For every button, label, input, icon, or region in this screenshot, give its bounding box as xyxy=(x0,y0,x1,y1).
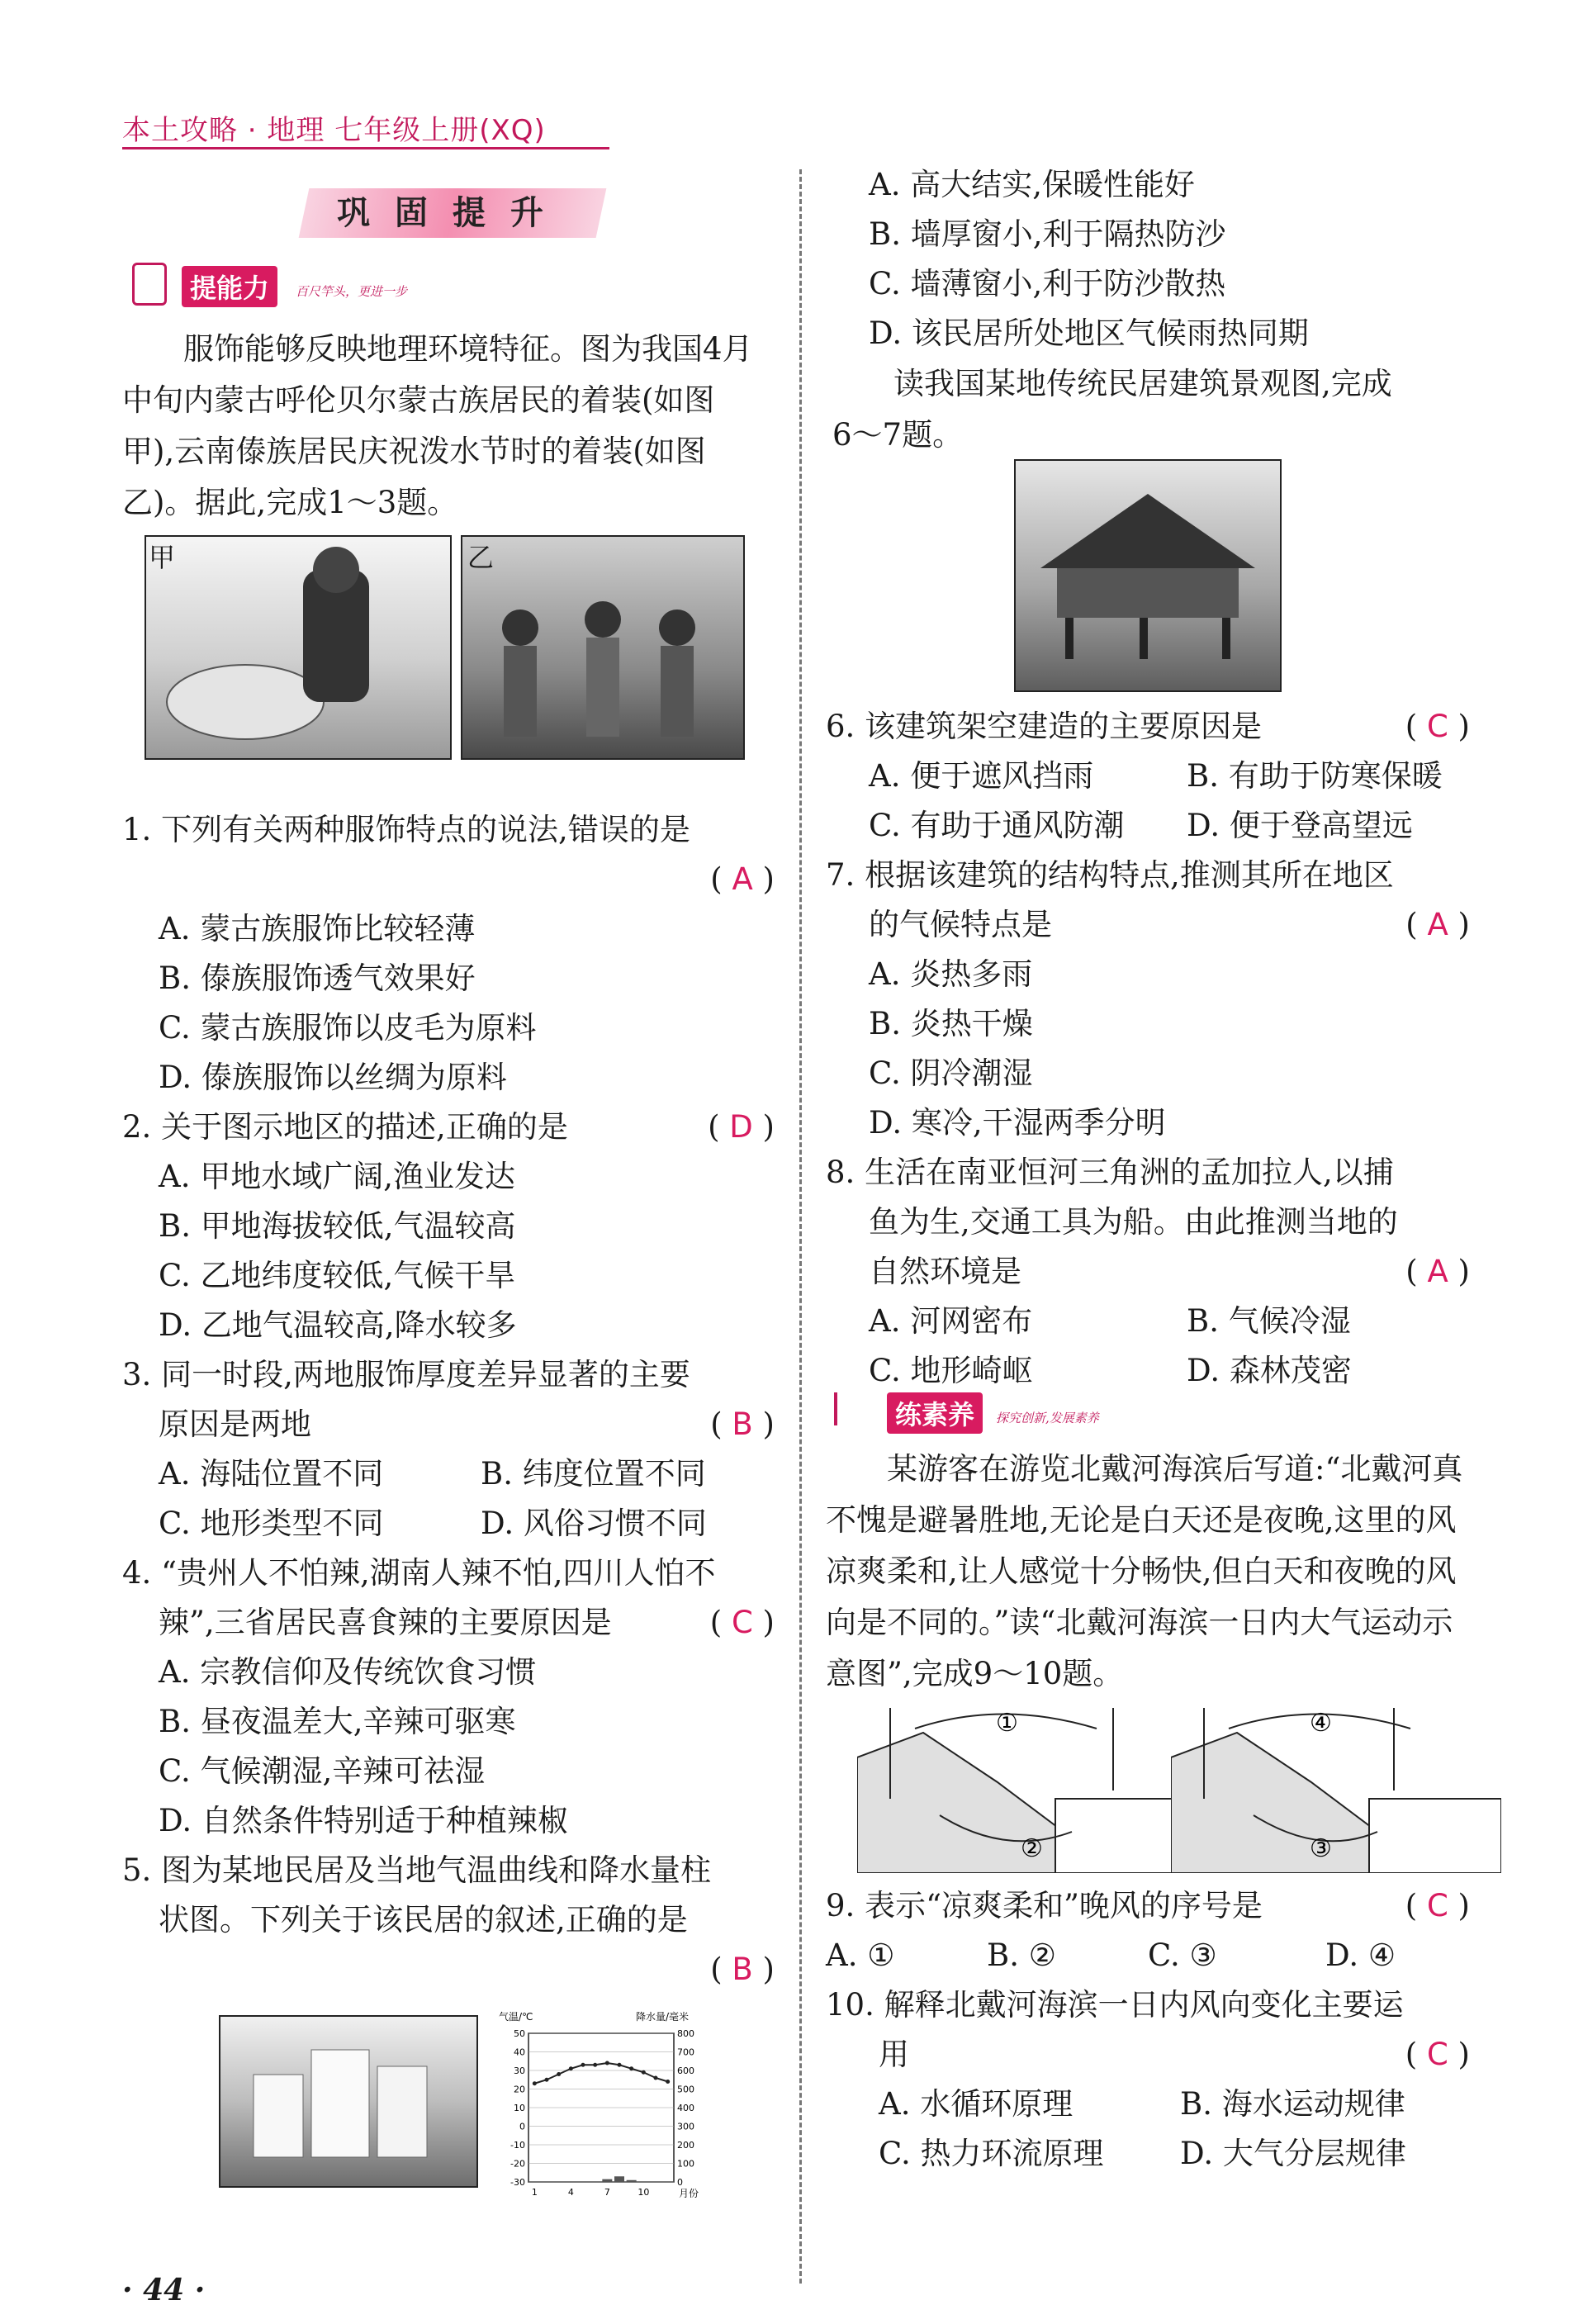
right-column-bottom xyxy=(826,1881,1470,2179)
chart-right-axis-label: 降水量/毫米 xyxy=(636,2011,690,2023)
label-yi: 乙 xyxy=(467,542,495,573)
question-4-option: B. 昼夜温差大,辛辣可驱寒 xyxy=(159,1704,516,1739)
photo-desert-dwelling xyxy=(219,2015,478,2188)
question-5-option: D. 该民居所处地区气候雨热同期 xyxy=(869,315,1309,351)
banner-title: 巩固提升 xyxy=(337,193,568,232)
temperature-point xyxy=(629,2066,633,2070)
question-10-option: D. 大气分层规律 xyxy=(1180,2136,1406,2171)
question-8-options-row xyxy=(826,1346,1470,1396)
question-block-1 xyxy=(122,805,775,1994)
question-9-option: C. ③ xyxy=(1148,1937,1217,1973)
question-3-option: C. 地形类型不同 xyxy=(159,1506,384,1541)
question-4-answer: C xyxy=(731,1605,753,1640)
chart-right-tick-label: 200 xyxy=(677,2140,694,2151)
question-5-stem-cont: 状图。下列关于该民居的叙述,正确的是 xyxy=(159,1902,688,1937)
question-8-option: D. 森林茂密 xyxy=(1187,1353,1352,1388)
question-4-option: C. 气候潮湿,辛辣可祛湿 xyxy=(159,1753,486,1789)
question-2-stem: 2. 关于图示地区的描述,正确的是 xyxy=(122,1109,568,1145)
running-header: 本土攻略 · 地理 七年级上册(XQ) xyxy=(122,114,546,147)
question-2-option: D. 乙地气温较高,降水较多 xyxy=(159,1307,517,1343)
question-6-stem: 6. 该建筑架空建造的主要原因是 xyxy=(826,709,1263,744)
question-8-answer-line: ( A ) xyxy=(1405,1254,1470,1289)
chart-right-tick-label: 0 xyxy=(677,2177,683,2188)
question-9-option: A. ① xyxy=(826,1937,895,1973)
question-10-option: B. 海水运动规律 xyxy=(1180,2086,1405,2122)
question-4-stem-line2 xyxy=(122,1598,775,1648)
temperature-point xyxy=(666,2080,670,2084)
question-7-option: B. 炎热干燥 xyxy=(869,1006,1033,1041)
question-10-options-row xyxy=(826,2080,1470,2129)
question-7-option: D. 寒冷,干湿两季分明 xyxy=(869,1105,1166,1141)
chart-left-tick-label: -20 xyxy=(510,2158,525,2170)
chart-right-tick-label: 800 xyxy=(677,2028,694,2039)
question-1-option: D. 傣族服饰以丝绸为原料 xyxy=(159,1060,507,1095)
question-3-option: B. 纬度位置不同 xyxy=(481,1456,706,1492)
temperature-point xyxy=(654,2076,658,2080)
temperature-point xyxy=(557,2072,561,2076)
question-10-answer-line: ( C ) xyxy=(1405,2037,1470,2072)
question-9-options-row xyxy=(826,1931,1470,1980)
question-10-answer: C xyxy=(1426,2037,1448,2072)
section-title-literacy: 练素养 xyxy=(887,1392,983,1434)
question-1-answer: A xyxy=(732,861,753,897)
chart-left-tick-label: -10 xyxy=(510,2140,525,2151)
sea-breeze-diagram-night xyxy=(1171,1700,1501,1873)
question-8-stem: 8. 生活在南亚恒河三角洲的孟加拉人,以捕 xyxy=(826,1155,1394,1190)
intro-paragraph-2-cont: 6～7题。 xyxy=(832,417,964,453)
intro-paragraph-2: 读我国某地传统民居建筑景观图,完成 xyxy=(893,366,1392,401)
question-10-option: A. 水循环原理 xyxy=(879,2086,1074,2122)
question-9-stem-line xyxy=(826,1881,1470,1931)
precipitation-bar xyxy=(602,2179,612,2182)
question-3-stem-cont: 原因是两地 xyxy=(159,1406,311,1442)
climate-chart xyxy=(495,2009,710,2207)
question-5-answer-line: ( B ) xyxy=(710,1952,775,1987)
question-1-option: A. 蒙古族服饰比较轻薄 xyxy=(159,911,476,946)
question-7-stem-cont: 的气候特点是 xyxy=(869,907,1052,942)
question-6-options-row xyxy=(826,752,1470,801)
question-2-stem-line xyxy=(122,1103,775,1152)
temperature-point xyxy=(581,2063,585,2067)
question-3-options-row xyxy=(122,1449,775,1499)
question-2-answer-line: ( D ) xyxy=(708,1109,775,1145)
question-3-answer: B xyxy=(732,1406,753,1442)
chart-x-tick-label: 1 xyxy=(531,2187,538,2198)
question-9-option: B. ② xyxy=(987,1937,1056,1973)
question-1-option: B. 傣族服饰透气效果好 xyxy=(159,960,476,996)
question-6-option: C. 有助于通风防潮 xyxy=(869,808,1125,843)
question-3-stem-line2 xyxy=(122,1400,775,1449)
question-2-option: A. 甲地水域广阔,渔业发达 xyxy=(159,1159,516,1194)
chart-left-tick-label: 0 xyxy=(519,2121,525,2132)
page-number: · 44 · xyxy=(122,2273,206,2307)
question-10-stem-line2 xyxy=(826,2030,1470,2080)
chart-x-tick-label: 7 xyxy=(604,2187,610,2198)
question-4-option: D. 自然条件特别适于种植辣椒 xyxy=(159,1803,568,1838)
right-column-top xyxy=(832,160,1485,461)
question-9-option: D. ④ xyxy=(1325,1937,1396,1973)
question-10-options-row xyxy=(826,2129,1470,2179)
question-7-answer-line: ( A ) xyxy=(1405,907,1470,942)
question-8-stem-line3 xyxy=(826,1247,1470,1297)
label-jia: 甲 xyxy=(149,542,176,573)
question-3-option: A. 海陆位置不同 xyxy=(159,1456,384,1492)
question-8-options-row xyxy=(826,1297,1470,1346)
question-5-option: A. 高大结实,保暖性能好 xyxy=(869,167,1196,202)
stilt-house-sketch xyxy=(1016,461,1280,690)
chart-x-tick-label: 10 xyxy=(637,2187,650,2198)
question-8-stem-end: 自然环境是 xyxy=(869,1254,1021,1289)
question-8-option: A. 河网密布 xyxy=(869,1303,1033,1339)
question-3-option: D. 风俗习惯不同 xyxy=(481,1506,707,1541)
question-7-stem: 7. 根据该建筑的结构特点,推测其所在地区 xyxy=(826,857,1394,893)
question-8-option: C. 地形崎岖 xyxy=(869,1353,1033,1388)
right-column-questions xyxy=(826,702,1470,1396)
question-7-answer: A xyxy=(1427,907,1448,942)
question-4-answer-line: ( C ) xyxy=(709,1605,775,1640)
arrow-label-4: ④ xyxy=(1310,1709,1332,1738)
question-6-answer-line: ( C ) xyxy=(1405,709,1470,744)
question-9-answer-line: ( C ) xyxy=(1405,1888,1470,1923)
question-3-stem: 3. 同一时段,两地服饰厚度差异显著的主要 xyxy=(122,1357,690,1392)
question-2-option: C. 乙地纬度较低,气候干旱 xyxy=(159,1258,516,1293)
intro-paragraph-3: 某游客在游览北戴河海滨后写道:“北戴河真不愧是避暑胜地,无论是白天还是夜晚,这里的风凉爽柔和,让人感觉十分畅快,但白天和夜晚的风向是不同的。”读“北戴河海滨一日内大气运动示意图”,完成9～10题。 xyxy=(826,1451,1463,1691)
intro-paragraph-1: 服饰能够反映地理环境特征。图为我国4月中旬内蒙古呼伦贝尔蒙古族居民的着装(如图甲),云南傣族居民庆祝泼水节时的着装(如图乙)。据此,完成1～3题。 xyxy=(122,331,753,520)
question-6-stem-line xyxy=(826,702,1470,752)
header-rule xyxy=(122,147,609,149)
question-8-option: B. 气候冷湿 xyxy=(1187,1303,1351,1339)
chart-right-tick-label: 100 xyxy=(677,2158,694,2170)
question-3-answer-line: ( B ) xyxy=(710,1406,775,1442)
dwelling-sketch xyxy=(220,2017,476,2186)
chart-left-axis-label: 气温/℃ xyxy=(499,2011,533,2023)
question-4-option: A. 宗教信仰及传统饮食习惯 xyxy=(159,1654,537,1690)
precipitation-bar xyxy=(627,2180,637,2182)
temperature-point xyxy=(569,2066,573,2070)
question-6-option: B. 有助于防寒保暖 xyxy=(1187,758,1443,794)
temperature-point xyxy=(605,2061,609,2066)
scroll-icon xyxy=(132,263,167,306)
sea-breeze-diagram-day xyxy=(857,1700,1187,1873)
question-6-answer: C xyxy=(1426,709,1448,744)
arrow-label-3: ③ xyxy=(1310,1834,1332,1863)
temperature-point xyxy=(593,2063,597,2067)
temperature-point xyxy=(533,2081,537,2085)
question-9-stem: 9. 表示“凉爽柔和”晚风的序号是 xyxy=(826,1888,1263,1923)
chart-left-tick-label: 30 xyxy=(514,2066,525,2076)
question-5-answer: B xyxy=(732,1952,753,1987)
question-5-stem: 5. 图为某地民居及当地气温曲线和降水量柱 xyxy=(122,1852,712,1888)
chart-right-tick-label: 400 xyxy=(677,2103,694,2113)
temperature-point xyxy=(545,2078,549,2082)
flag-icon xyxy=(834,1392,862,1425)
question-7-option: A. 炎热多雨 xyxy=(869,956,1033,992)
temperature-point xyxy=(618,2063,622,2067)
question-6-options-row xyxy=(826,801,1470,851)
section-subtitle-ability: 百尺竿头，更进一步 xyxy=(296,284,408,299)
arrow-label-2: ② xyxy=(1021,1834,1043,1863)
question-6-option: D. 便于登高望远 xyxy=(1187,808,1413,843)
question-10-stem-cont: 用 xyxy=(879,2037,909,2072)
chart-right-tick-label: 700 xyxy=(677,2047,694,2058)
chart-left-tick-label: 20 xyxy=(514,2084,525,2095)
question-8-stem-cont: 鱼为生,交通工具为船。由此推测当地的 xyxy=(869,1204,1398,1240)
question-10-stem: 10. 解释北戴河海滨一日内风向变化主要运 xyxy=(826,1987,1404,2023)
question-5-option: B. 墙厚窗小,利于隔热防沙 xyxy=(869,216,1226,252)
question-4-stem: 4. “贵州人不怕辣,湖南人辣不怕,四川人怕不 xyxy=(122,1555,716,1591)
column-divider xyxy=(799,169,802,2284)
question-2-option: B. 甲地海拔较低,气温较高 xyxy=(159,1208,516,1244)
photo-stilt-house xyxy=(1014,459,1282,692)
chart-left-tick-label: -30 xyxy=(510,2177,525,2188)
question-9-answer: C xyxy=(1426,1888,1448,1923)
question-7-stem-line2 xyxy=(826,900,1470,950)
temperature-point xyxy=(642,2070,646,2075)
chart-right-tick-label: 500 xyxy=(677,2084,694,2095)
festival-sketch xyxy=(462,537,743,758)
temperature-line xyxy=(534,2063,667,2084)
chart-left-tick-label: 40 xyxy=(514,2047,525,2058)
chart-left-tick-label: 50 xyxy=(514,2028,525,2039)
question-1-stem: 1. 下列有关两种服饰特点的说法,错误的是 xyxy=(122,812,690,847)
question-5-option: C. 墙薄窗小,利于防沙散热 xyxy=(869,266,1226,301)
rider-sketch xyxy=(146,537,450,758)
question-8-answer: A xyxy=(1427,1254,1448,1289)
section-subtitle-literacy: 探究创新,发展素养 xyxy=(996,1411,1099,1425)
chart-right-tick-label: 300 xyxy=(677,2121,694,2132)
chart-left-tick-label: 10 xyxy=(514,2103,525,2113)
question-3-options-row xyxy=(122,1499,775,1549)
arrow-label-1: ① xyxy=(996,1709,1018,1738)
section-title-ability: 提能力 xyxy=(182,266,277,307)
question-2-answer: D xyxy=(729,1109,753,1145)
chart-right-tick-label: 600 xyxy=(677,2066,694,2076)
question-10-option: C. 热力环流原理 xyxy=(879,2136,1104,2171)
question-6-option: A. 便于遮风挡雨 xyxy=(869,758,1094,794)
question-7-option: C. 阴冷潮湿 xyxy=(869,1055,1033,1091)
question-1-answer-line: ( A ) xyxy=(710,861,775,897)
question-4-stem-cont: 辣”,三省居民喜食辣的主要原因是 xyxy=(159,1605,612,1640)
photo-dai-festival xyxy=(461,535,745,760)
question-1-option: C. 蒙古族服饰以皮毛为原料 xyxy=(159,1010,537,1046)
photo-mongolian-rider xyxy=(145,535,452,760)
precipitation-bar xyxy=(614,2176,624,2182)
chart-x-tick-label: 4 xyxy=(567,2187,574,2198)
chart-x-axis-label: 月份 xyxy=(679,2188,699,2199)
